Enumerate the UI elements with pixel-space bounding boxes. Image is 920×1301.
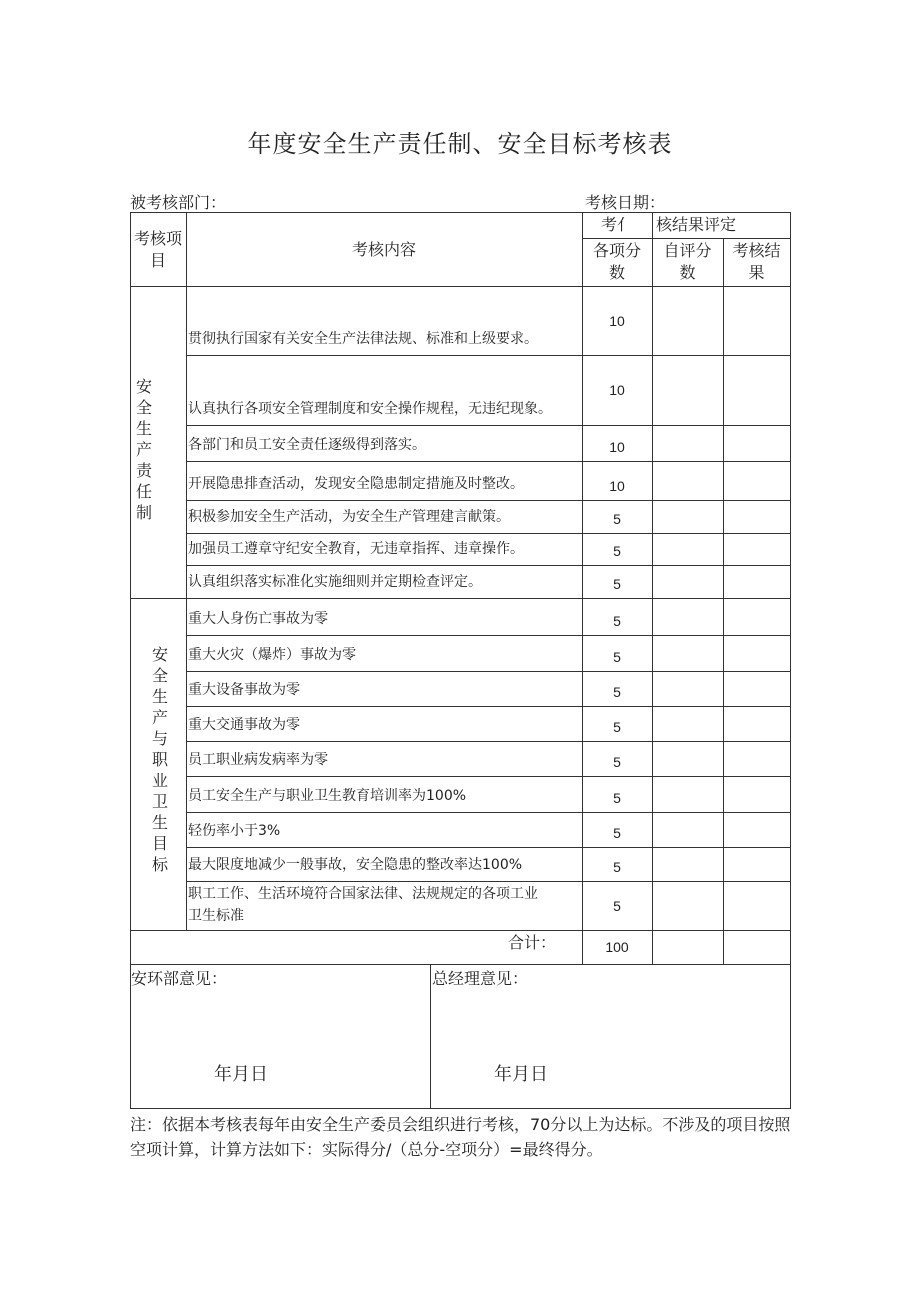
content-cell: 员工职业病发病率为零 bbox=[188, 752, 328, 768]
total-value: 100 bbox=[605, 939, 629, 955]
footnote: 注：依据本考核表每年由安全生产委员会组织进行考核，70分以上为达标。不涉及的项目按照空项计算，计算方法如下：实际得分/（总分-空项分）=最终得分。 bbox=[130, 1115, 791, 1159]
grid-line bbox=[130, 1108, 791, 1109]
content-cell: 轻伤率小于3% bbox=[188, 823, 281, 839]
content-cell: 积极参加安全生产活动，为安全生产管理建言献策。 bbox=[188, 509, 510, 525]
score-cell: 5 bbox=[613, 825, 621, 841]
grid-line bbox=[582, 212, 791, 213]
content-cell: 重大人身伤亡事故为零 bbox=[188, 611, 328, 627]
grid-line bbox=[652, 286, 653, 965]
header-group-a: 考亻 bbox=[600, 215, 633, 234]
grid-line bbox=[582, 238, 791, 239]
content-cell: 最大限度地减少一般事故，安全隐患的整改率达100% bbox=[188, 857, 523, 873]
grid-line bbox=[186, 212, 187, 931]
total-label: 合计： bbox=[508, 933, 557, 952]
score-cell: 5 bbox=[613, 859, 621, 875]
grid-line bbox=[130, 212, 583, 213]
opinion-gm-date: 年月日 bbox=[494, 1064, 548, 1085]
grid-line bbox=[186, 881, 791, 882]
content-cell: 认真组织落实标准化实施细则并定期检查评定。 bbox=[188, 574, 482, 590]
content-cell-line2: 卫生标准 bbox=[188, 908, 244, 924]
content-cell: 重大火灾（爆炸）事故为零 bbox=[188, 647, 356, 663]
dept-label: 被考核部门： bbox=[130, 193, 227, 212]
score-cell: 5 bbox=[613, 897, 621, 914]
section-name-responsibility: 安全生产责任制 bbox=[135, 377, 152, 522]
score-cell: 10 bbox=[609, 439, 625, 455]
grid-line bbox=[130, 286, 791, 287]
content-cell: 员工安全生产与职业卫生教育培训率为100% bbox=[188, 788, 467, 804]
score-cell: 5 bbox=[613, 576, 621, 592]
header-self: 自评分数 bbox=[663, 241, 712, 282]
grid-line bbox=[186, 812, 791, 813]
score-cell: 5 bbox=[613, 511, 621, 527]
score-cell: 5 bbox=[613, 649, 621, 665]
content-cell: 开展隐患排查活动，发现安全隐患制定措施及时整改。 bbox=[188, 476, 524, 492]
score-cell: 10 bbox=[609, 382, 625, 398]
header-item: 考核项目 bbox=[133, 229, 182, 270]
grid-line bbox=[430, 964, 431, 1109]
grid-line bbox=[186, 847, 791, 848]
score-cell: 10 bbox=[609, 478, 625, 494]
content-cell: 重大交通事故为零 bbox=[188, 717, 300, 733]
grid-line bbox=[186, 741, 791, 742]
header-score: 各项分数 bbox=[592, 241, 641, 282]
opinion-env-date: 年月日 bbox=[214, 1064, 268, 1085]
content-cell: 认真执行各项安全管理制度和安全操作规程，无违纪现象。 bbox=[188, 401, 552, 417]
grid-line bbox=[186, 776, 791, 777]
grid-line bbox=[186, 355, 791, 356]
page-title: 年度安全生产责任制、安全目标考核表 bbox=[247, 130, 673, 158]
grid-line bbox=[130, 598, 791, 599]
date-label: 考核日期： bbox=[585, 193, 666, 212]
grid-line bbox=[186, 461, 791, 462]
content-cell: 加强员工遵章守纪安全教育，无违章指挥、违章操作。 bbox=[188, 541, 524, 557]
score-cell: 5 bbox=[613, 790, 621, 806]
grid-line bbox=[186, 533, 791, 534]
grid-line bbox=[130, 930, 791, 931]
content-cell: 重大设备事故为零 bbox=[188, 682, 300, 698]
score-cell: 5 bbox=[613, 754, 621, 770]
grid-line bbox=[186, 500, 791, 501]
grid-line bbox=[790, 212, 791, 1109]
header-group-b: 核结果评定 bbox=[656, 215, 737, 234]
grid-line bbox=[186, 635, 791, 636]
content-cell: 贯彻执行国家有关安全生产法律法规、标准和上级要求。 bbox=[188, 331, 538, 347]
grid-line bbox=[723, 286, 724, 965]
content-cell: 各部门和员工安全责任逐级得到落实。 bbox=[188, 437, 426, 453]
grid-line bbox=[130, 964, 791, 965]
score-cell: 5 bbox=[613, 684, 621, 700]
header-result: 考核结果 bbox=[732, 241, 781, 282]
grid-line bbox=[186, 425, 791, 426]
opinion-env-label: 安环部意见： bbox=[131, 969, 228, 988]
grid-line bbox=[186, 706, 791, 707]
score-cell: 5 bbox=[613, 613, 621, 629]
content-cell: 职工工作、生活环境符合国家法律、法规规定的各项工业 bbox=[188, 886, 538, 902]
opinion-gm-label: 总经理意见： bbox=[432, 969, 529, 988]
header-content: 考核内容 bbox=[351, 240, 416, 259]
section-name-targets: 安全生产与职业卫生目标 bbox=[151, 645, 168, 874]
score-cell: 5 bbox=[613, 543, 621, 559]
grid-line bbox=[186, 565, 791, 566]
score-cell: 5 bbox=[613, 719, 621, 735]
score-cell: 10 bbox=[609, 313, 625, 329]
grid-line bbox=[186, 671, 791, 672]
